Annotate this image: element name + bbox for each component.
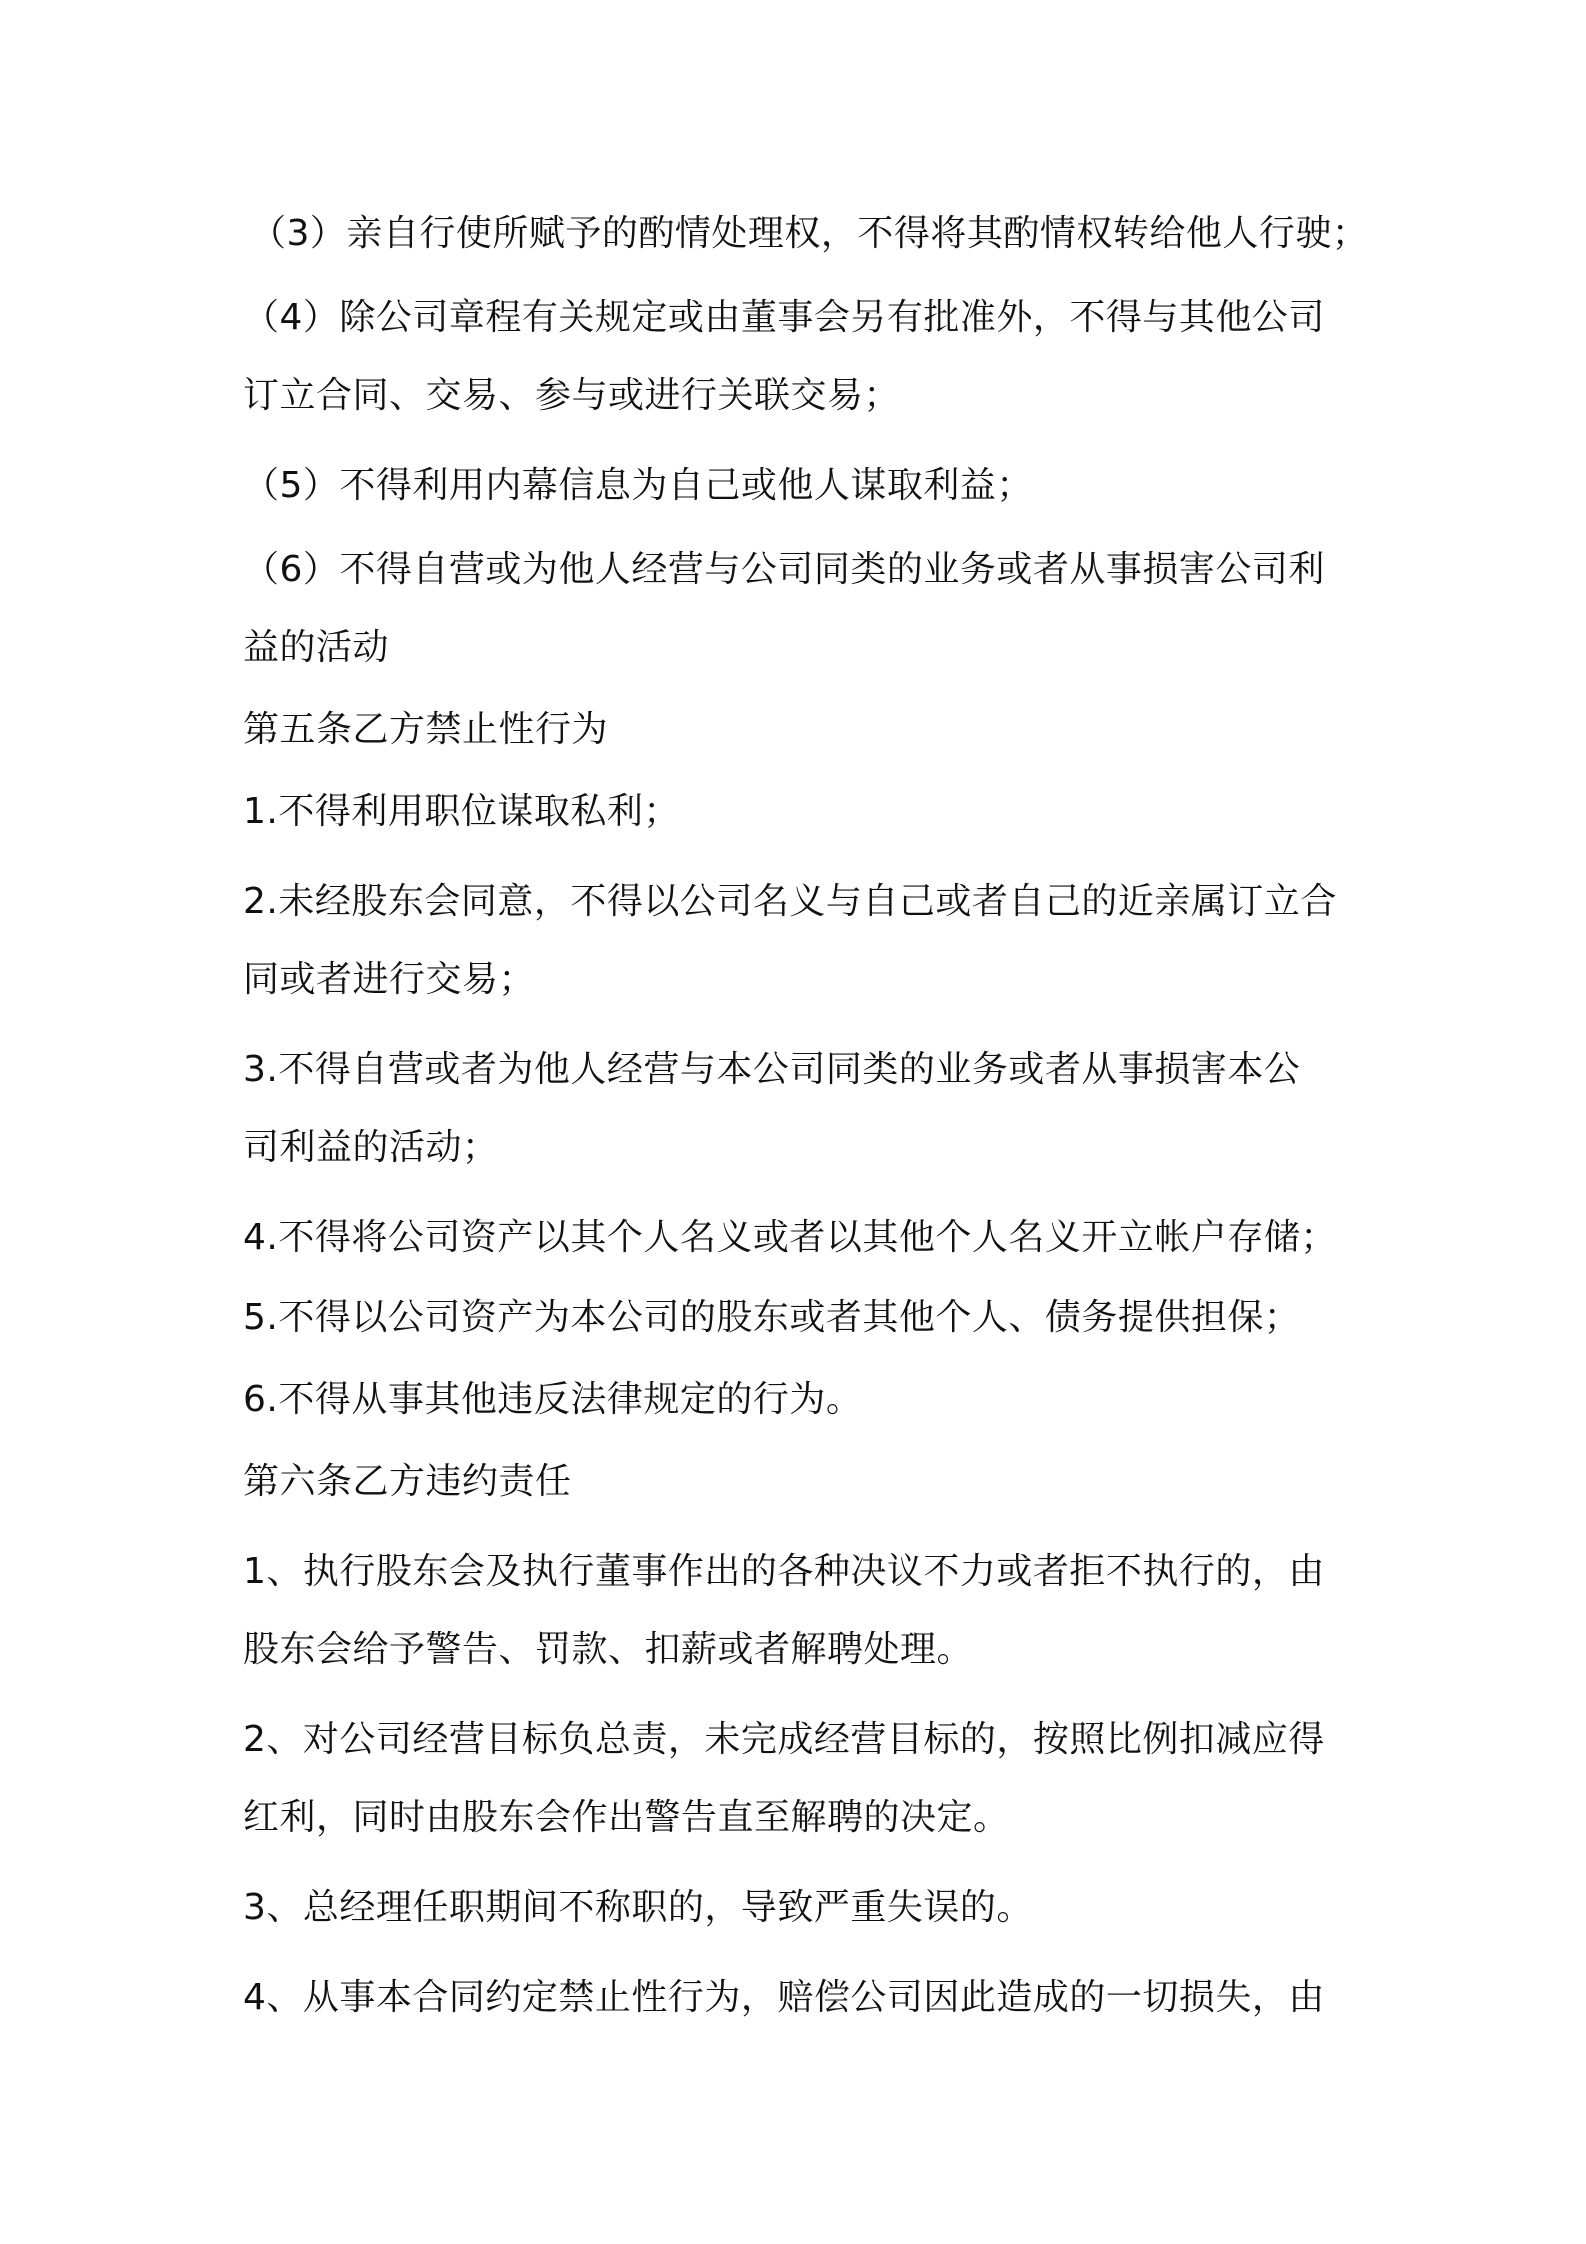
clause-item-4-line-1: （4）除公司章程有关规定或由董事会另有批准外，不得与其他公司 xyxy=(243,297,1325,338)
clause-item-5: （5）不得利用内幕信息为自己或他人谋取利益； xyxy=(243,465,1033,506)
liability-item-4-line-1: 4、从事本合同约定禁止性行为，赔偿公司因此造成的一切损失，由 xyxy=(243,1977,1325,2018)
prohibition-item-2-line-2: 同或者进行交易； xyxy=(243,959,536,1000)
article-6-heading: 第六条乙方违约责任 xyxy=(243,1461,572,1502)
liability-item-2-line-1: 2、对公司经营目标负总责，未完成经营目标的，按照比例扣减应得 xyxy=(243,1719,1325,1760)
liability-item-3: 3、总经理任职期间不称职的，导致严重失误的。 xyxy=(243,1887,1033,1928)
prohibition-item-3-line-2: 司利益的活动； xyxy=(243,1127,499,1168)
prohibition-item-2-line-1: 2.未经股东会同意，不得以公司名义与自己或者自己的近亲属订立合 xyxy=(243,881,1337,922)
liability-item-2-line-2: 红利，同时由股东会作出警告直至解聘的决定。 xyxy=(243,1797,1010,1838)
prohibition-item-5: 5.不得以公司资产为本公司的股东或者其他个人、债务提供担保； xyxy=(243,1297,1301,1338)
clause-item-6-line-1: （6）不得自营或为他人经营与公司同类的业务或者从事损害公司利 xyxy=(243,549,1325,590)
prohibition-item-3-line-1: 3.不得自营或者为他人经营与本公司同类的业务或者从事损害本公 xyxy=(243,1049,1301,1090)
clause-item-6-line-2: 益的活动 xyxy=(243,627,390,668)
prohibition-item-1: 1.不得利用职位谋取私利； xyxy=(243,791,680,832)
article-5-heading: 第五条乙方禁止性行为 xyxy=(243,709,609,750)
clause-item-3: （3）亲自行使所赋予的酌情处理权，不得将其酌情权转给他人行驶； xyxy=(250,213,1369,254)
prohibition-item-6: 6.不得从事其他违反法律规定的行为。 xyxy=(243,1379,863,1420)
liability-item-1-line-1: 1、执行股东会及执行董事作出的各种决议不力或者拒不执行的，由 xyxy=(243,1551,1325,1592)
prohibition-item-4: 4.不得将公司资产以其个人名义或者以其他个人名义开立帐户存储； xyxy=(243,1217,1337,1258)
clause-item-4-line-2: 订立合同、交易、参与或进行关联交易； xyxy=(243,375,901,416)
liability-item-1-line-2: 股东会给予警告、罚款、扣薪或者解聘处理。 xyxy=(243,1629,974,1670)
